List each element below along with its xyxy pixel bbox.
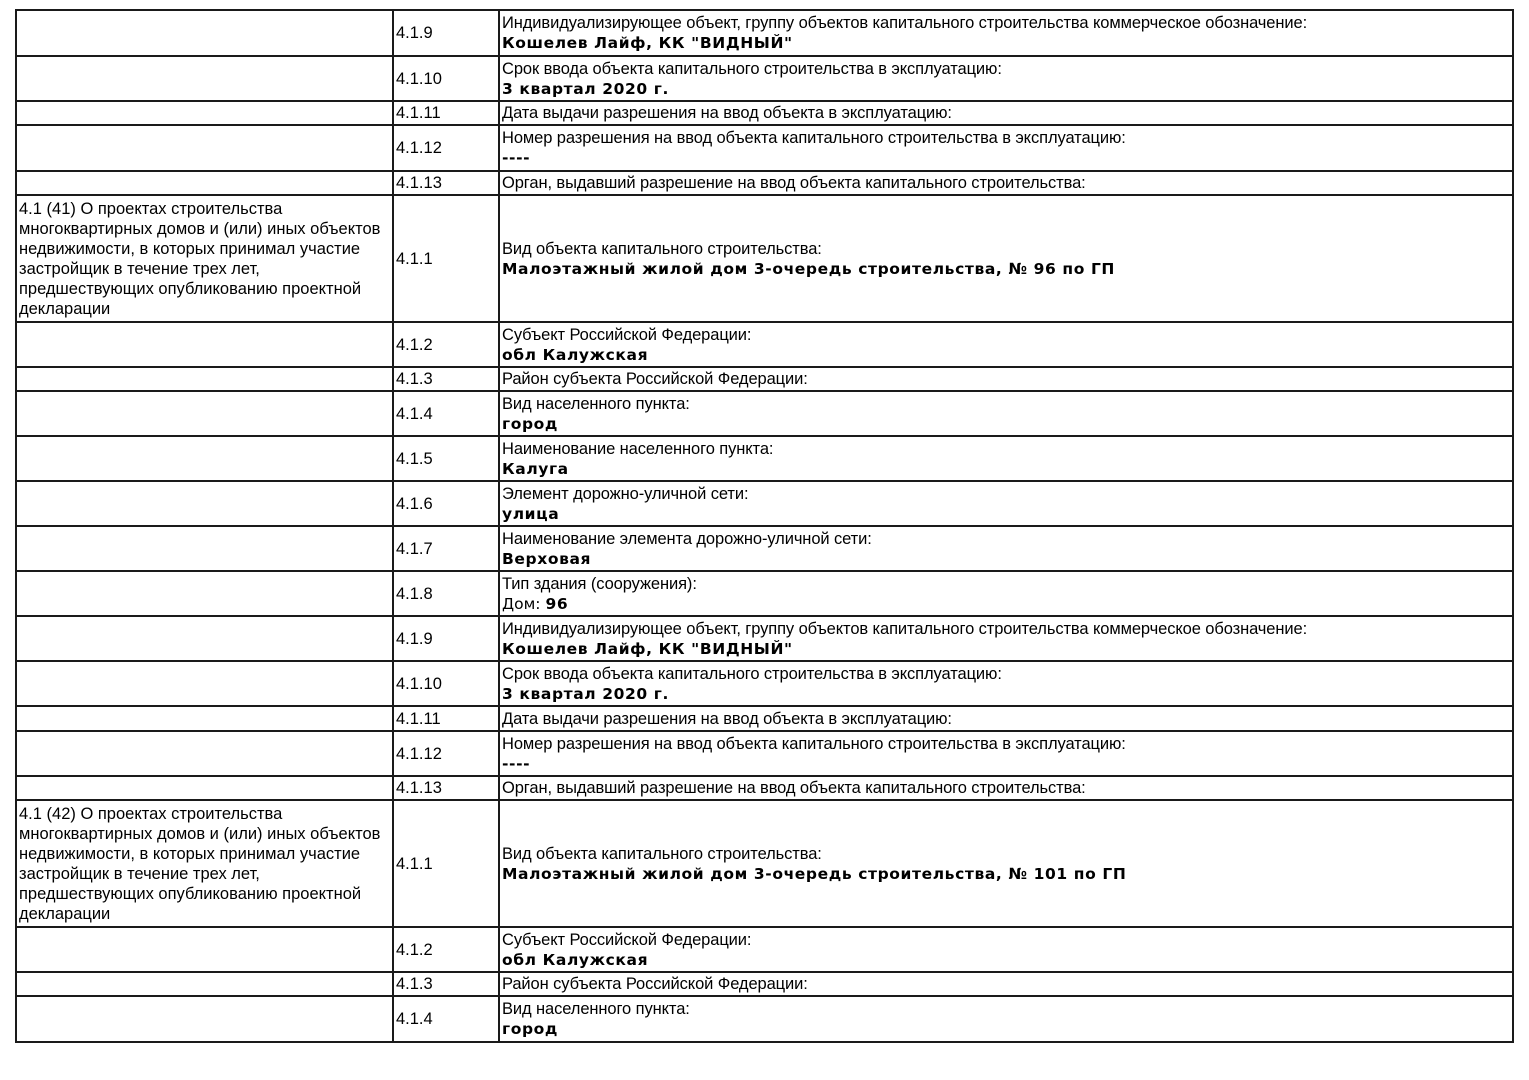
item-value: Кошелев Лайф, КК "ВИДНЫЙ" [502,639,793,658]
section-cell [16,322,393,367]
item-value: Кошелев Лайф, КК "ВИДНЫЙ" [502,34,793,52]
table-row [16,526,1513,571]
table-row [16,616,1513,661]
item-code-cell [393,571,499,616]
item-code: 4.1.10 [396,69,442,88]
item-value: Малоэтажный жилой дом 3-очередь строительства, № 96 по ГП [502,259,1116,278]
item-code: 4.1.2 [396,335,433,354]
item-label: Субъект Российской Федерации: [502,930,752,949]
item-value: город [502,1020,559,1038]
item-label: Индивидуализирующее объект, группу объектов капитального строительства коммерческое обозначение: [502,619,1308,638]
table-row [16,571,1513,616]
item-content-cell [499,996,1513,1042]
item-code: 4.1.3 [396,975,433,993]
section-cell [16,101,393,125]
item-content-cell [499,436,1513,481]
item-label: Тип здания (сооружения): [502,574,697,593]
item-label: Вид населенного пункта: [502,1000,690,1018]
section-cell [16,800,393,927]
item-label: Субъект Российской Федерации: [502,325,752,344]
section-cell [16,706,393,731]
item-content-cell [499,195,1513,322]
table-row [16,436,1513,481]
item-code-cell [393,706,499,731]
item-label: Орган, выдавший разрешение на ввод объекта капитального строительства: [502,779,1086,797]
item-code: 4.1.13 [396,174,442,192]
table-row [16,171,1513,195]
item-value: город [502,414,559,433]
item-value-number: 96 [545,594,569,613]
section-cell [16,616,393,661]
item-content-cell [499,10,1513,56]
item-label: Элемент дорожно-уличной сети: [502,484,749,503]
item-label: Индивидуализирующее объект, группу объектов капитального строительства коммерческое обозначение: [502,14,1308,32]
section-cell [16,571,393,616]
table-row [16,101,1513,125]
item-code-cell [393,171,499,195]
item-code: 4.1.1 [396,249,433,268]
section-cell [16,125,393,171]
section-cell [16,367,393,391]
section-title: 4.1 (42) О проектах строительства многоквартирных домов и (или) иных объектов недвижимости, в которых принимал участие застройщик в течение трех лет, предшествующих опубликованию проектной декларации [19,805,381,923]
section-cell [16,171,393,195]
item-code-cell [393,731,499,776]
item-value: 3 квартал 2020 г. [502,79,669,98]
item-code-cell [393,526,499,571]
section-cell [16,526,393,571]
item-code: 4.1.4 [396,1010,433,1028]
item-content-cell [499,56,1513,101]
item-content-cell [499,927,1513,972]
item-code: 4.1.8 [396,584,433,603]
item-label: Орган, выдавший разрешение на ввод объекта капитального строительства: [502,174,1086,192]
item-code: 4.1.3 [396,370,433,388]
section-cell [16,927,393,972]
table-row [16,731,1513,776]
item-code-cell [393,125,499,171]
section-cell [16,731,393,776]
table-row [16,661,1513,706]
item-content-cell [499,101,1513,125]
item-value: ---- [502,149,531,167]
item-code-cell [393,800,499,927]
table-row [16,322,1513,367]
item-code-cell [393,481,499,526]
table-row [16,10,1513,56]
item-label: Вид объекта капитального строительства: [502,239,822,258]
table-row [16,972,1513,996]
section-title: 4.1 (41) О проектах строительства многоквартирных домов и (или) иных объектов недвижимости, в которых принимал участие застройщик в течение трех лет, предшествующих опубликованию проектной декларации [19,200,381,318]
item-code-cell [393,972,499,996]
item-content-cell [499,731,1513,776]
item-code: 4.1.10 [396,674,442,693]
section-cell [16,996,393,1042]
item-value-prefix: Дом: [502,594,546,613]
item-value: ---- [502,754,531,773]
item-content-cell [499,972,1513,996]
item-code-cell [393,436,499,481]
item-code-cell [393,101,499,125]
table-row [16,800,1513,927]
item-label: Наименование элемента дорожно-уличной сети: [502,529,872,548]
item-label: Вид населенного пункта: [502,394,690,413]
item-code-cell [393,322,499,367]
item-label: Район субъекта Российской Федерации: [502,370,808,388]
item-code-cell [393,195,499,322]
item-code-cell [393,661,499,706]
item-code-cell [393,367,499,391]
declaration-table [15,9,1514,1043]
item-code: 4.1.5 [396,449,433,468]
section-cell [16,972,393,996]
item-code: 4.1.6 [396,494,433,513]
table-row [16,776,1513,800]
item-code-cell [393,10,499,56]
item-code: 4.1.12 [396,744,442,763]
table-row [16,391,1513,436]
item-code: 4.1.7 [396,539,433,558]
table-row [16,996,1513,1042]
item-content-cell [499,616,1513,661]
table-row [16,481,1513,526]
item-code: 4.1.4 [396,404,433,423]
item-code: 4.1.2 [396,940,433,959]
item-content-cell [499,125,1513,171]
section-cell [16,436,393,481]
item-label: Номер разрешения на ввод объекта капитального строительства в эксплуатацию: [502,734,1126,753]
table-row [16,195,1513,322]
item-value: обл Калужская [502,950,649,969]
item-code-cell [393,927,499,972]
item-content-cell [499,322,1513,367]
section-cell [16,10,393,56]
table-row [16,706,1513,731]
item-value: улица [502,504,560,523]
item-label: Срок ввода объекта капитального строительства в эксплуатацию: [502,664,1002,683]
item-label: Район субъекта Российской Федерации: [502,975,808,993]
item-content-cell [499,706,1513,731]
item-value: Малоэтажный жилой дом 3-очередь строительства, № 101 по ГП [502,864,1127,883]
item-code: 4.1.13 [396,779,442,797]
item-content-cell [499,481,1513,526]
section-cell [16,776,393,800]
item-value: 3 квартал 2020 г. [502,684,669,703]
item-code: 4.1.12 [396,139,442,157]
item-value [502,594,1510,614]
item-value: Калуга [502,459,569,478]
table-row [16,367,1513,391]
item-code: 4.1.9 [396,24,433,42]
item-value: Верховая [502,549,592,568]
section-cell [16,195,393,322]
item-value: обл Калужская [502,345,649,364]
item-code: 4.1.11 [396,104,441,122]
item-content-cell [499,367,1513,391]
item-code: 4.1.1 [396,854,433,873]
item-content-cell [499,800,1513,927]
item-code-cell [393,391,499,436]
item-content-cell [499,391,1513,436]
table-row [16,56,1513,101]
item-content-cell [499,171,1513,195]
section-cell [16,56,393,101]
item-content-cell [499,776,1513,800]
item-label: Вид объекта капитального строительства: [502,844,822,863]
item-code-cell [393,776,499,800]
declaration-table-body [16,10,1513,1042]
section-cell [16,391,393,436]
section-cell [16,481,393,526]
item-content-cell [499,571,1513,616]
item-content-cell [499,661,1513,706]
item-code: 4.1.9 [396,629,433,648]
item-content-cell [499,526,1513,571]
item-label: Дата выдачи разрешения на ввод объекта в эксплуатацию: [502,104,952,122]
item-code: 4.1.11 [396,709,441,728]
table-row [16,125,1513,171]
item-code-cell [393,56,499,101]
section-cell [16,661,393,706]
table-row [16,927,1513,972]
item-label: Наименование населенного пункта: [502,439,774,458]
item-code-cell [393,996,499,1042]
item-label: Срок ввода объекта капитального строительства в эксплуатацию: [502,59,1002,78]
item-label: Дата выдачи разрешения на ввод объекта в эксплуатацию: [502,709,952,728]
item-label: Номер разрешения на ввод объекта капитального строительства в эксплуатацию: [502,129,1126,147]
item-code-cell [393,616,499,661]
